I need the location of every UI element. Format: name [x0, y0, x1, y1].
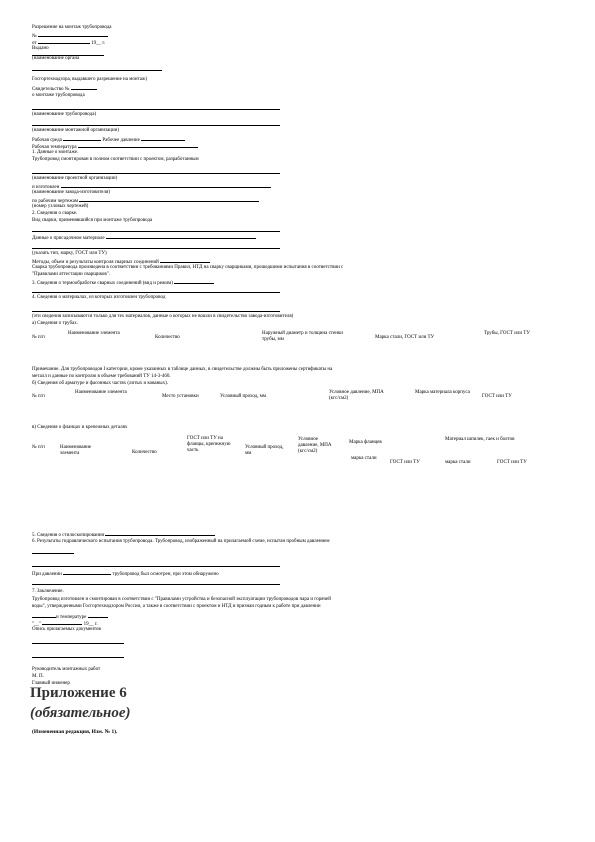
- pipes-title: а) Сведения о трубах.: [32, 321, 78, 326]
- conclusion-date: "__" 19__ г.: [32, 619, 98, 628]
- test-result-underline: [32, 584, 280, 585]
- flanges-col-passage: Условный проход, мм: [245, 445, 284, 456]
- appendix-subtitle: (обязательное): [30, 705, 131, 721]
- revision-note: (Измененная редакция, Изм. № 1).: [32, 729, 118, 735]
- section6-title: 6. Результаты гидравлического испытания трубопровода. Трубопровод, изображенный на прилагаемой схеме, испытан пробным давлением: [32, 539, 330, 544]
- drawings-line: по рабочим чертежам: [32, 196, 259, 205]
- pipes-col-diameter: Наружный диаметр и толщина стенки трубы, мм: [262, 331, 343, 342]
- rules-ref: "Правилами аттестации сварщиков".: [32, 272, 111, 277]
- flanges-col-qty: Количество: [132, 450, 157, 455]
- welding-type-underline: [32, 231, 280, 232]
- test-pressure-line: При давлении трубопровод был осмотрен, при этом обнаружено: [32, 569, 219, 578]
- head-signature: Руководитель монтажных работ: [32, 667, 101, 672]
- pipes-col-tubes: Трубы, ГОСТ или ТУ: [484, 331, 530, 336]
- flanges-sub-gost-2: ГОСТ или ТУ: [497, 460, 527, 465]
- fittings-col-pressure: Условное давление, МПА (кгс/см2): [329, 390, 384, 401]
- section5-title: 5. Сведения о стилоскопировании: [32, 530, 215, 539]
- fittings-col-passage: Условный проход, мм: [220, 394, 267, 399]
- authority-hint: Госгортехнадзора, выдавшего разрешение на монтаж): [32, 77, 148, 82]
- pipes-col-element: Наименование элемента: [68, 331, 120, 336]
- pipes-col-qty: Количество: [155, 335, 180, 340]
- fittings-col-material: Марка материала корпуса: [415, 390, 470, 395]
- docs-underline-1: [32, 643, 124, 644]
- flanges-col-flange-grade: Марка фланцев: [349, 440, 382, 445]
- number-line: №: [32, 31, 108, 40]
- org-name-hint: (наименование органа: [32, 56, 80, 61]
- section4-hint: (эти сведения записываются только для тех материалов, данные о которых не вошли в свидетельство завода-изготовителя): [32, 314, 294, 319]
- date-line: от 19__ г.: [32, 38, 105, 47]
- fittings-col-gost: ГОСТ или ТУ: [482, 394, 512, 399]
- design-org-hint: (наименование проектной организации): [32, 176, 118, 181]
- docs-list-label: Опись прилагаемых документов: [32, 627, 101, 632]
- fittings-col-no: № п/п: [32, 394, 45, 399]
- control-methods-line: Методы, объем и результаты контроля сварных соединений: [32, 257, 210, 266]
- welding-text: Сварка трубопровода произведена в соответствии с требованиями Правил, НТД на сварку сварщиками, прошедшими испытания в соответствии с: [32, 265, 344, 270]
- section4-underline: [32, 311, 280, 312]
- installer-underline: [32, 125, 280, 126]
- pipes-note-2: металл и данные по контролю в объеме требований ТУ 14-3-460.: [32, 374, 171, 379]
- issued-line: Выдано: [32, 46, 49, 51]
- flanges-sub-steel-1: марка стали: [351, 456, 377, 461]
- welding-type-line: Вид сварки, применявшийся при монтаже трубопровода: [32, 218, 153, 223]
- flanges-col-no: № п/п: [32, 445, 45, 450]
- pipes-col-steel: Марка стали, ГОСТ или ТУ: [375, 335, 435, 340]
- section7-title: 7. Заключение.: [32, 589, 64, 594]
- pipes-note: Примечание. Для трубопроводов I категории, кроме указанных в таблице данных, в свидетельстве должны быть приложены сертификаты на: [32, 367, 333, 372]
- temperature-final-line: и температуре: [56, 612, 108, 621]
- section6-underline: [32, 566, 280, 567]
- flanges-sub-gost-1: ГОСТ или ТУ: [390, 460, 420, 465]
- medium-line: Рабочая среда Рабочее давление: [32, 135, 185, 144]
- section3-underline: [32, 292, 280, 293]
- plant-hint: (наименование завода-изготовителя): [32, 190, 110, 195]
- manufacturer-line: и изготовлен: [32, 182, 271, 191]
- section4-title: 4. Сведения о материалах, из которых изготовлен трубопровод: [32, 295, 166, 300]
- flanges-col-element: Наименование элемента: [60, 445, 92, 456]
- section1-text: Трубопровод смонтирован в полном соответствии с проектом, разработанным: [32, 157, 199, 162]
- section7-text2: воды", утвержденными Госгортехнадзором России, а также в соответствии с проектом и НТД и признан годным к работе при давлении: [32, 604, 321, 609]
- nodes-hint: (номер узловых чертежей): [32, 204, 89, 209]
- installer-hint: (наименование монтажной организации): [32, 128, 119, 133]
- fittings-title: б) Сведения об арматуре и фасонных частях (литых и кованых).: [32, 381, 169, 386]
- chief-engineer: Главный инженер: [32, 681, 70, 686]
- flanges-col-gost: ГОСТ или ТУ на фланцы, крепежную часть: [187, 436, 231, 453]
- section3-title: 3. Сведения о термообработке сварных соединений (вид и режим): [32, 278, 214, 287]
- pipeline-name-underline: [32, 109, 280, 110]
- section2-title: 2. Сведения о сварке.: [32, 211, 78, 216]
- section6-pressure-underline: [32, 553, 74, 554]
- section7-text1: Трубопровод изготовлен и смонтирован в соответствии с "Правилами устройства и безопасной эксплуатации трубопроводов пара и горячей: [32, 597, 331, 602]
- temperature-line: Рабочая температура: [32, 142, 198, 151]
- filler-underline: [32, 248, 280, 249]
- pipeline-name-hint: (наименование трубопровода): [32, 112, 97, 117]
- certificate-about: о монтаже трубопровода: [32, 93, 85, 98]
- fittings-col-element: Наименование элемента: [75, 390, 127, 395]
- fittings-col-place: Место установки: [162, 394, 199, 399]
- appendix-title: Приложение 6: [30, 685, 127, 701]
- authority-underline: [32, 70, 162, 71]
- flanges-sub-steel-2: марка стали: [445, 460, 471, 465]
- section7-pressure-underline: [32, 617, 56, 618]
- section1-title: 1. Данные о монтаже.: [32, 150, 79, 155]
- filler-line: Данные о присадочном материале: [32, 233, 256, 242]
- stamp-label: М. П.: [32, 674, 44, 679]
- permit-title: Разрешение на монтаж трубопровода: [32, 25, 112, 30]
- filler-hint: (указать тип, марку, ГОСТ или ТУ): [32, 251, 107, 256]
- flanges-col-pressure: Условное давление, МПА (кгс/см2): [298, 437, 332, 454]
- certificate-number: Свидетельство №: [32, 84, 97, 93]
- flanges-col-bolts: Материал шпилек, гаек и болтов: [445, 437, 515, 442]
- flanges-title: в) Сведения о фланцах и крепежных деталях: [32, 425, 128, 430]
- docs-underline-2: [32, 657, 124, 658]
- design-org-underline: [32, 173, 280, 174]
- pipes-col-no: № п/п: [32, 335, 45, 340]
